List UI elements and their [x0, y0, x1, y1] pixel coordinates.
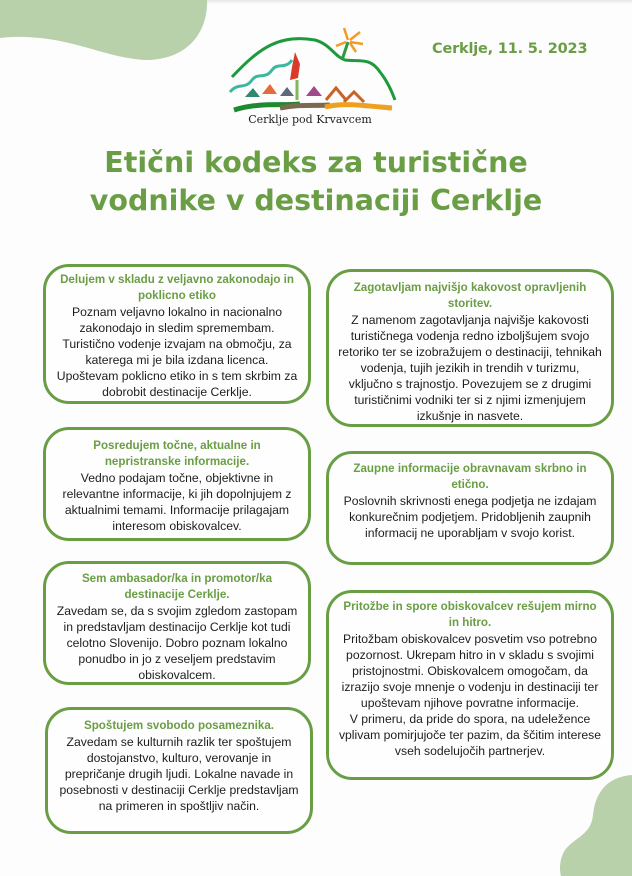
church-tower-icon: [290, 52, 300, 80]
card-heading: Delujem v skladu z veljavno zakonodajo in poklicno etiko: [60, 273, 294, 302]
card-body: Vedno podajam točne, objektivne in relevantne informacije, ki jih dopolnjujem z aktualnimi temami. Informacije prilagajam interesom obiskovalcev.: [62, 471, 292, 533]
card-heading: Zagotavljam najvišjo kakovost opravljenih storitev.: [353, 281, 587, 310]
card-heading: Posredujem točne, aktualne in nepristranske informacije.: [93, 439, 261, 468]
logo-caption: Cerklje pod Krvavcem: [248, 113, 372, 126]
card-body: Pritožbam obiskovalcev posvetim vso potrebno pozornost. Ukrepam hitro in v skladu s svojimi pristojnostmi. Obiskovalcem omogočam, da izrazijo svoje mnenje o vodenju in destinaciji ter upoštevam njihove povratne informacije. V primeru, da pride do spora, na udeležence vplivam pomirjujoče ter pazim, da ščitim interese vseh sodelujočih partnerjev.: [338, 632, 602, 758]
card-individual-freedom: [45, 707, 313, 834]
card-heading: Spoštujem svobodo posameznika.: [83, 719, 275, 732]
cerklje-logo: [220, 22, 400, 122]
houses-icon: [245, 84, 364, 102]
top-left-blob: [0, 0, 210, 62]
card-legislation: [43, 264, 311, 404]
page-title-line-2: vodnike v destinaciji Cerklje: [89, 184, 543, 217]
page-title: [20, 144, 612, 220]
document-date: Cerklje, 11. 5. 2023: [432, 41, 588, 57]
card-heading: Pritožbe in spore obiskovalcev rešujem mirno in hitro.: [343, 600, 597, 629]
card-heading: Sem ambasador/ka in promotor/ka destinacije Cerklje.: [81, 572, 273, 601]
card-quality: [326, 269, 614, 427]
card-confidential: [326, 451, 614, 565]
card-body: Poslovnih skrivnosti enega podjetja ne izdajam konkurečnim podjetjem. Pridobljenih zaupnih informacij ne uporabljam v svojo korist.: [343, 494, 597, 540]
page-title-line-1: Etični kodeks za turistične: [104, 146, 528, 179]
bottom-right-blob: [555, 775, 632, 876]
card-ambassador: [43, 561, 311, 685]
card-accurate-information: [43, 427, 311, 541]
card-body: Zavedam se kulturnih razlik ter spoštujem dostojanstvo, kulturo, verovanje in prepričanje drugih ljudi. Lokalne navade in posebnosti v destinaciji Cerklje predstavljam na primeren in spoštljiv način.: [59, 735, 299, 813]
sun-icon: [336, 28, 363, 52]
card-body: Zavedam se, da s svojim zgledom zastopam in predstavljam destinacijo Cerklje kot tudi celotno Slovenijo. Dobro poznam lokalno ponudbo in jo z veseljem predstavim obiskovalcem.: [56, 604, 298, 682]
card-body: Poznam veljavno lokalno in nacionalno zakonodajo in sledim spremembam. Turistično vodenje izvajam na območju, za katerega mi je bila izdana licenca. Upoštevam poklicno etiko in s tem skrbim za dobrobit destinacije Cerklje.: [56, 305, 298, 399]
card-complaints: [326, 590, 614, 780]
card-body: Z namenom zagotavljanja najvišje kakovosti turističnega vodenja redno izboljšujem svojo retoriko ter se izobražujem o destinaciji, tehnikah vodenja, tujih jezikih in trendih v turizmu, vključno s trajnostjo. Povezujem se z drugimi turističnimi vodniki ter si z njimi izmenjujem izkušnje in nasvete.: [338, 313, 602, 423]
card-heading: Zaupne informacije obravnavam skrbno in etično.: [353, 462, 587, 491]
